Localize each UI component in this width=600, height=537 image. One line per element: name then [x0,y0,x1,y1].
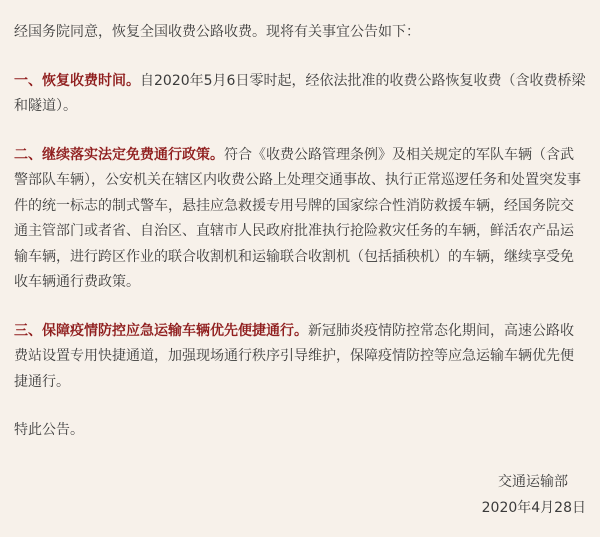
signature-date: 2020年4月28日 [481,500,586,516]
intro-paragraph: 经国务院同意，恢复全国收费公路收费。现将有关事宜公告如下： [14,24,420,40]
section-resume-toll [14,69,586,120]
section-free-passage-policy [14,143,586,296]
signature-organization: 交通运输部 [498,474,568,490]
section-heading: 一、恢复收费时间。 [14,72,140,89]
closing-line: 特此公告。 [14,422,84,438]
section-body: 新冠肺炎疫情防控常态化期间，高速公路收费站设置专用快捷通道，加强现场通行秩序引导维护，保障疫情防控等应急运输车辆优先便捷通行。 [14,322,574,390]
section-heading: 二、继续落实法定免费通行政策。 [14,146,224,163]
section-heading: 三、保障疫情防控应急运输车辆优先便捷通行。 [14,322,308,339]
section-emergency-priority [14,319,586,396]
section-body: 自2020年5月6日零时起，经依法批准的收费公路恢复收费（含收费桥梁和隧道）。 [14,72,586,114]
section-body: 符合《收费公路管理条例》及相关规定的军队车辆（含武警部队车辆），公安机关在辖区内收费公路上处理交通事故、执行正常巡逻任务和处置突发事件的统一标志的制式警车，悬挂应急救援专用号牌的国家综合性消防救援车辆，经国务院交通主管部门或者省、自治区、直辖市人民政府批准执行抢险救灾任务的车辆，鲜活农产品运输车辆，进行跨区作业的联合收割机和运输联合收割机（包括插秧机）的车辆，继续享受免收车辆通行费政策。 [14,146,581,290]
